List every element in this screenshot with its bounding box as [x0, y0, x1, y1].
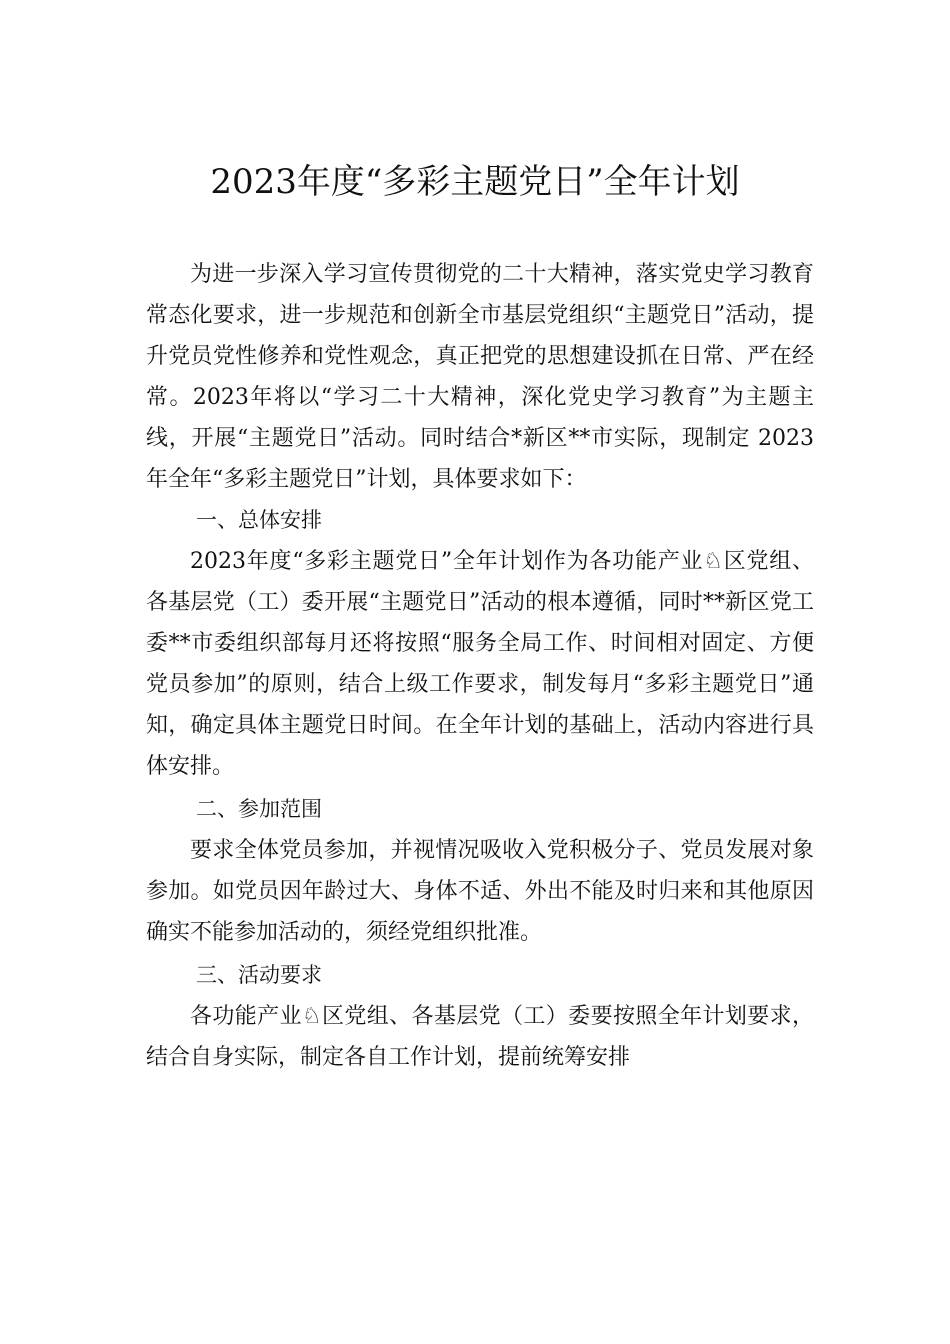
document-body: [146, 254, 814, 1078]
section-heading-participation-scope: 二、参加范围: [196, 797, 322, 821]
intro-paragraph: 为进一步深入学习宣传贯彻党的二十大精神，落实党史学习教育常态化要求，进一步规范和创新全市基层党组织“主题党日”活动，提升党员党性修养和党性观念，真正把党的思想建设抓在日常、严在经常。2023年将以“学习二十大精神，深化党史学习教育”为主题主线，开展“主题党日”活动。同时结合*新区**市实际，现制定 2023年全年“多彩主题党日”计划，具体要求如下：: [146, 262, 814, 492]
section-heading-overall-arrangement: 一、总体安排: [196, 508, 322, 532]
section-paragraph-activity-requirements: 各功能产业♘区党组、各基层党（工）委要按照全年计划要求，结合自身实际，制定各自工作计划，提前统筹安排: [146, 1004, 814, 1070]
section-heading-activity-requirements: 三、活动要求: [196, 963, 322, 987]
section-paragraph-participation-scope: 要求全体党员参加，并视情况吸收入党积极分子、党员发展对象参加。如党员因年龄过大、身体不适、外出不能及时归来和其他原因确实不能参加活动的，须经党组织批准。: [146, 838, 814, 945]
document-title: 2023年度“多彩主题党日”全年计划: [210, 162, 740, 202]
section-paragraph-overall-arrangement: 2023年度“多彩主题党日”全年计划作为各功能产业♘区党组、各基层党（工）委开展“主题党日”活动的根本遵循，同时**新区党工委**市委组织部每月还将按照“服务全局工作、时间相对固定、方便党员参加”的原则，结合上级工作要求，制发每月“多彩主题党日”通知，确定具体主题党日时间。在全年计划的基础上，活动内容进行具体安排。: [146, 549, 814, 779]
